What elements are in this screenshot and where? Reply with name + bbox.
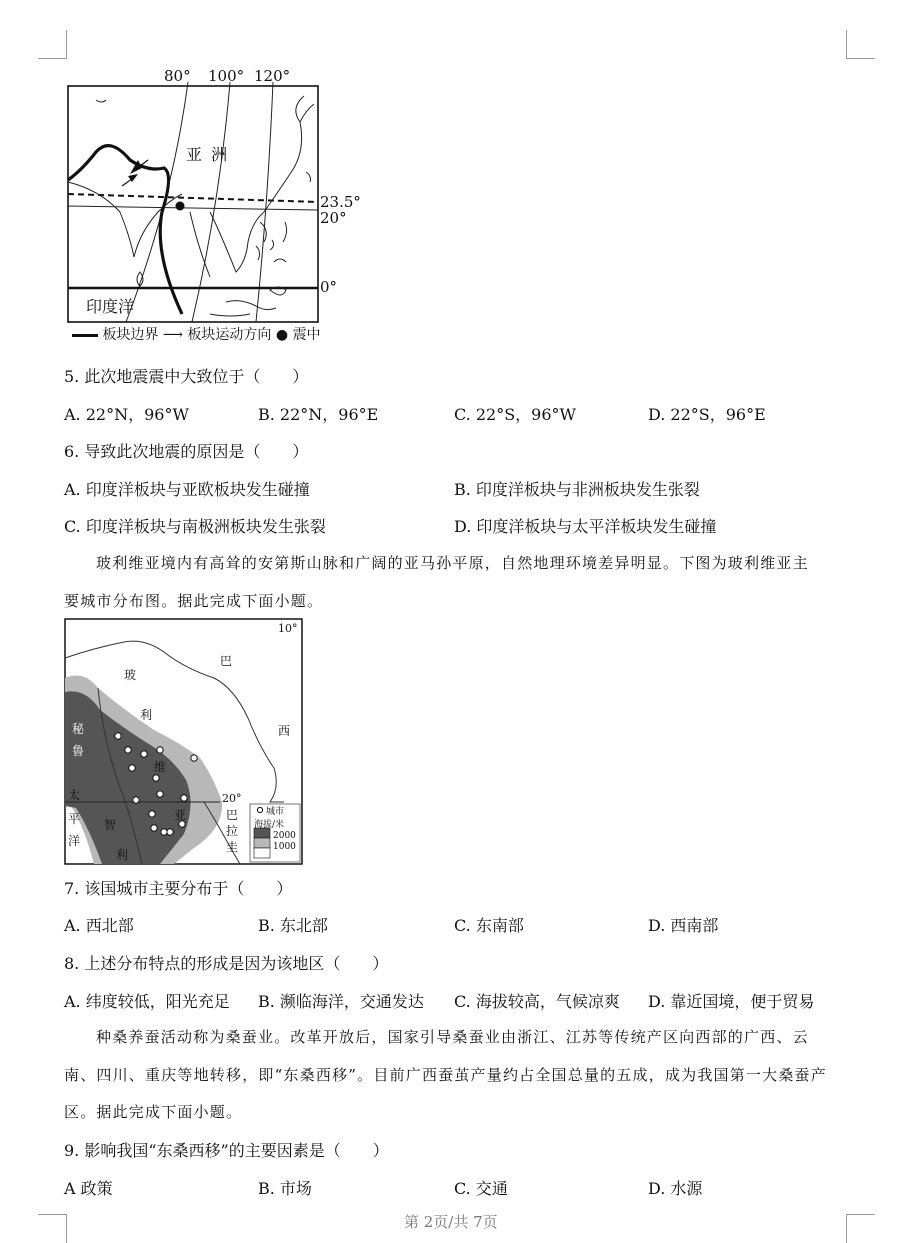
asia-label: 亚 洲: [186, 145, 230, 164]
passage-1-line-1: 玻利维亚境内有高耸的安第斯山脉和广阔的亚马孙平原，自然地理环境差异明显。下图为玻利维亚主: [96, 554, 809, 572]
paraguay-char-1: 巴: [226, 808, 239, 822]
chile-char-2: 利: [116, 848, 129, 862]
lon-label-100: 100°: [208, 67, 245, 85]
arrow-right-icon: ⟶: [162, 327, 183, 343]
map2-legend-1000: 1000: [273, 842, 296, 852]
bolivia-char-3: 维: [154, 760, 167, 774]
question-7-stem: 7. 该国城市主要分布于（ ）: [64, 879, 293, 898]
lat-label-20: 20°: [320, 209, 347, 227]
pacific-char-1: 太: [68, 788, 81, 802]
pacific-char-2: 平: [68, 812, 81, 826]
legend-boundary-label: 板块边界: [102, 327, 159, 343]
question-9-option-b[interactable]: B. 市场: [258, 1179, 312, 1198]
paraguay-char-2: 拉: [226, 824, 239, 838]
epicenter-dot-icon: ●: [275, 327, 289, 343]
peru-char-1: 秘: [72, 722, 85, 736]
bolivia-char-1: 玻: [124, 668, 137, 682]
indian-ocean-label: 印度洋: [86, 297, 135, 316]
question-6-option-d[interactable]: D. 印度洋板块与太平洋板块发生碰撞: [454, 517, 717, 536]
question-5-option-c[interactable]: C. 22°S，96°W: [454, 405, 576, 424]
question-7-option-b[interactable]: B. 东北部: [258, 916, 328, 935]
question-6-option-c[interactable]: C. 印度洋板块与南极洲板块发生张裂: [64, 517, 326, 536]
page-number: 第 2页/共 7页: [404, 1213, 498, 1231]
question-8-stem: 8. 上述分布特点的形成是因为该地区（ ）: [64, 954, 389, 973]
pacific-char-3: 洋: [68, 834, 81, 848]
legend-epicenter-label: 震中: [292, 327, 321, 343]
crop-mark-bottom-right: [846, 1214, 875, 1243]
crop-mark-top-left: [38, 30, 67, 59]
question-5-stem: 5. 此次地震震中大致位于（ ）: [64, 367, 309, 386]
map2-legend-city: 城市: [266, 807, 285, 817]
passage-1-line-2: 要城市分布图。据此完成下面小题。: [64, 592, 324, 610]
passage-2-line-1: 种桑养蚕活动称为桑蚕业。改革开放后，国家引导桑蚕业由浙江、江苏等传统产区向西部的广西、云: [96, 1028, 809, 1046]
legend-boundary-line: [72, 334, 98, 337]
passage-2-line-2: 南、四川、重庆等地转移，即“东桑西移”。目前广西蚕茧产量约占全国总量的五成，成为我国第一大桑蚕产: [64, 1066, 827, 1084]
question-7-option-d[interactable]: D. 西南部: [648, 916, 719, 935]
legend-direction-label: 板块运动方向: [187, 327, 272, 343]
paraguay-char-3: 圭: [226, 840, 239, 854]
question-8-option-c[interactable]: C. 海拔较高，气候凉爽: [454, 992, 620, 1011]
question-9-option-c[interactable]: C. 交通: [454, 1179, 508, 1198]
brazil-char-2: 西: [278, 724, 291, 738]
bolivia-char-4: 亚: [174, 808, 187, 822]
question-5-option-a[interactable]: A. 22°N，96°W: [64, 405, 189, 424]
crop-mark-top-right: [846, 30, 875, 59]
question-9-option-d[interactable]: D. 水源: [648, 1179, 703, 1198]
crop-mark-bottom-left: [38, 1214, 67, 1243]
question-6-option-b[interactable]: B. 印度洋板块与非洲板块发生张裂: [454, 480, 700, 499]
map2-legend-2000: 2000: [273, 831, 296, 841]
lon-label-80: 80°: [164, 67, 191, 85]
question-8-option-b[interactable]: B. 濒临海洋，交通发达: [258, 992, 424, 1011]
question-5-option-d[interactable]: D. 22°S，96°E: [648, 405, 766, 424]
map1-legend: [72, 324, 321, 344]
brazil-char-1: 巴: [220, 654, 233, 668]
lat-label-23-5: 23.5°: [320, 193, 361, 211]
map2-legend-elevation: 海拔/米: [254, 820, 285, 830]
map2-lat-label-10: 10°: [278, 622, 298, 635]
question-9-option-a[interactable]: A 政策: [64, 1179, 113, 1198]
lat-label-0: 0°: [320, 278, 338, 296]
question-7-option-c[interactable]: C. 东南部: [454, 916, 524, 935]
question-7-option-a[interactable]: A. 西北部: [64, 916, 134, 935]
question-6-stem: 6. 导致此次地震的原因是（ ）: [64, 442, 309, 461]
question-9-stem: 9. 影响我国“东桑西移”的主要因素是（ ）: [64, 1141, 389, 1160]
question-8-option-d[interactable]: D. 靠近国境，便于贸易: [648, 992, 815, 1011]
lon-label-120: 120°: [254, 67, 291, 85]
peru-char-2: 鲁: [72, 744, 85, 758]
chile-char-1: 智: [104, 818, 117, 832]
question-5-option-b[interactable]: B. 22°N，96°E: [258, 405, 379, 424]
question-6-option-a[interactable]: A. 印度洋板块与亚欧板块发生碰撞: [64, 480, 310, 499]
bolivia-char-2: 利: [140, 708, 153, 722]
question-8-option-a[interactable]: A. 纬度较低，阳光充足: [64, 992, 230, 1011]
passage-2-line-3: 区。据此完成下面小题。: [64, 1103, 243, 1121]
map2-lat-label-20: 20°: [222, 792, 242, 805]
